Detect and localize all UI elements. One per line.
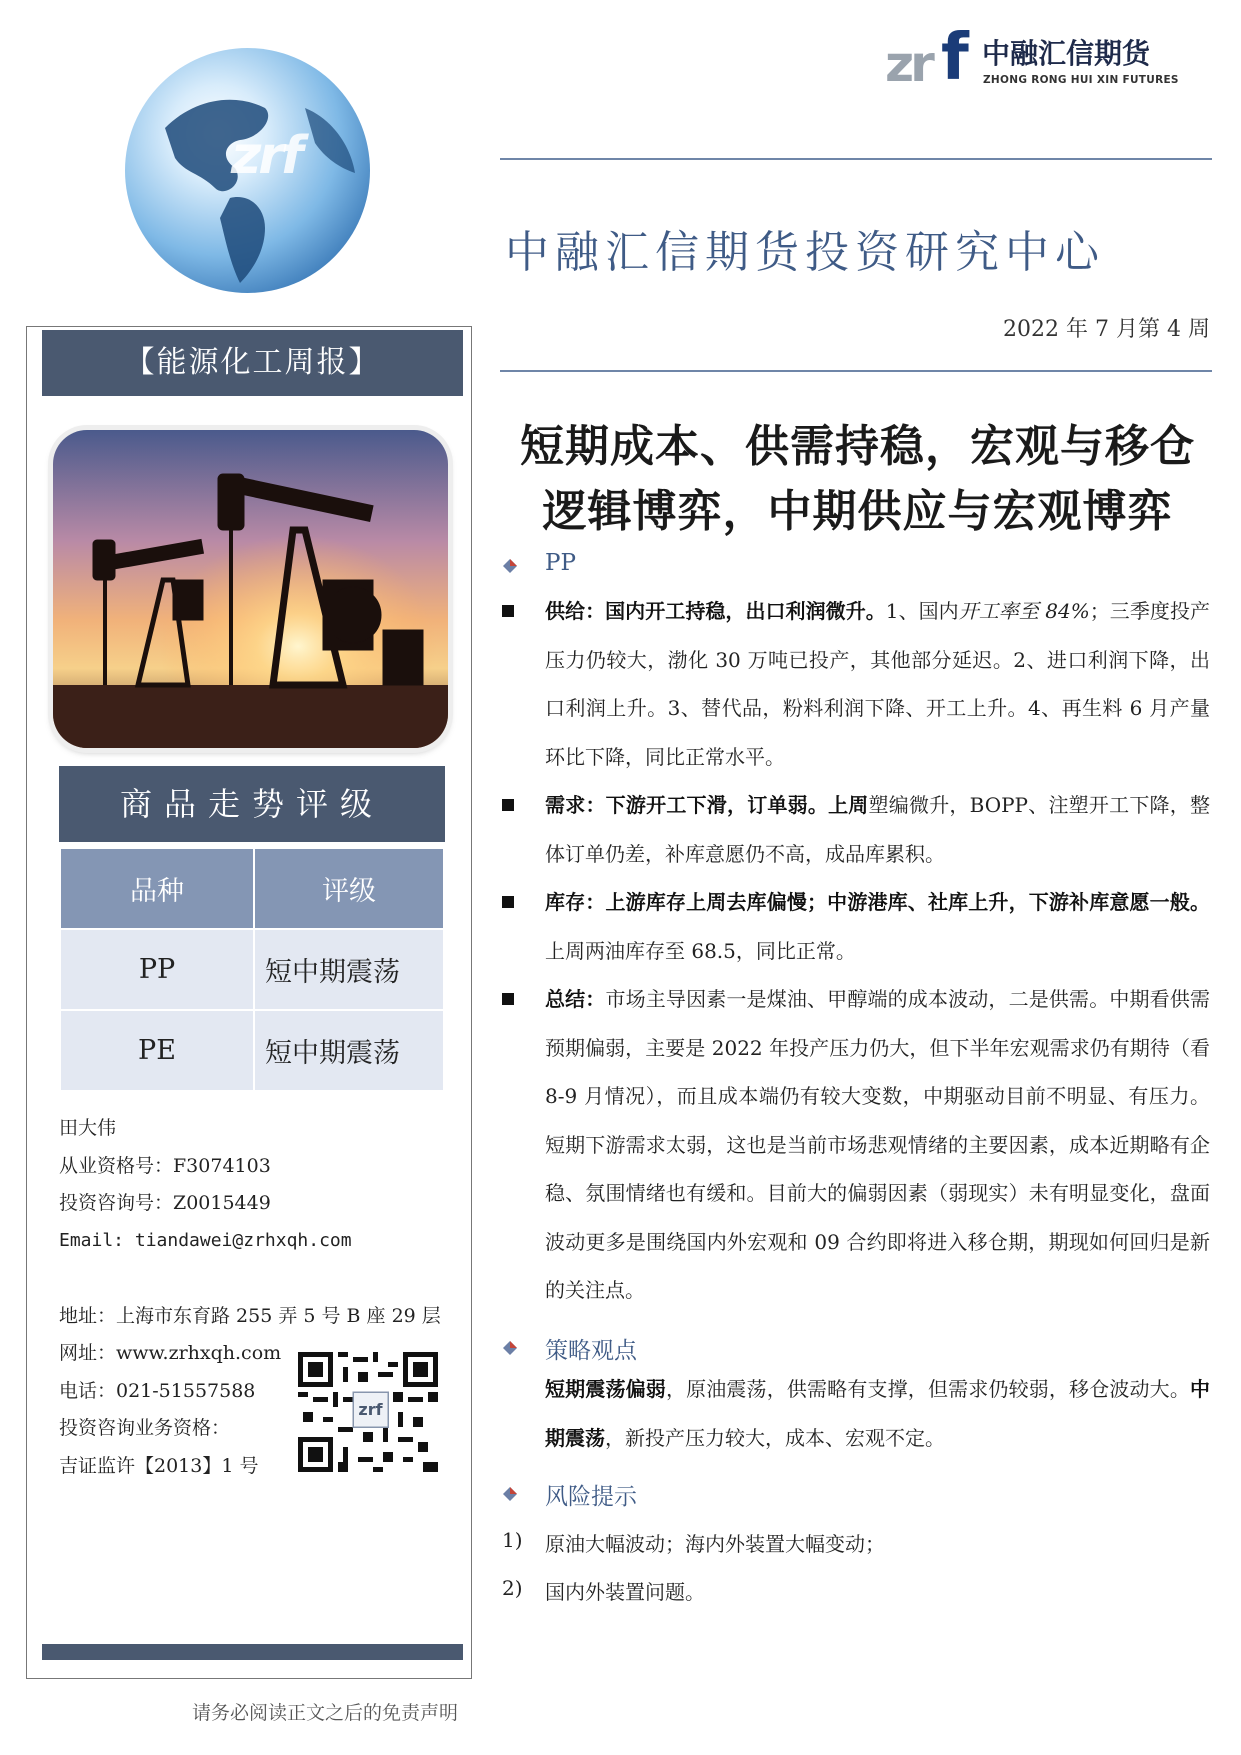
globe-mark: zrf [231, 126, 301, 186]
report-date: 2022 年 7 月第 4 周 [1003, 317, 1210, 342]
rating-table [59, 847, 445, 1092]
strategy-text-short: ，原油震荡，供需略有支撑，但需求仍较弱，移仓波动大。 [665, 1377, 1190, 1401]
analyst-consult-number: 投资咨询号：Z0015449 [59, 1192, 271, 1214]
risk-number: 2) [502, 1576, 523, 1600]
section-title-strategy: 策略观点 [545, 1338, 637, 1364]
row-rating: 短中期震荡 [254, 1010, 444, 1091]
demand-lead: 需求：下游开工下滑，订单弱。上周 [545, 793, 869, 817]
report-type-banner: 【能源化工周报】 [42, 330, 463, 396]
bullet-square-icon [502, 896, 514, 908]
supply-text-2: ；三季度投产压力仍较大，渤化 30 万吨已投产，其他部分延迟。2、进口利润下降，出口利润上升。3、替代品，粉料利润下降、开工上升。4、再生料 6 月产量环比下降，同比正常水平。 [545, 599, 1210, 769]
analyst-name: 田大伟 [59, 1117, 117, 1139]
bullet-square-icon [502, 605, 514, 617]
brand-mark-f: f [941, 21, 969, 95]
rating-table-header [60, 848, 444, 929]
strategy-lead-short: 短期震荡偏弱 [545, 1377, 666, 1401]
sidebar-footer-bar [42, 1644, 463, 1660]
analyst-qualification: 从业资格号：F3074103 [59, 1155, 271, 1177]
summary-lead: 总结： [545, 987, 606, 1011]
risk-item: 国内外装置问题。 [545, 1580, 705, 1604]
inventory-paragraph [545, 878, 1210, 975]
supply-paragraph [545, 587, 1210, 781]
globe-logo [125, 48, 370, 293]
brand-name-cn: 中融汇信期货 [982, 37, 1151, 70]
table-row [60, 1010, 444, 1091]
section-diamond-icon [502, 558, 518, 574]
brand-logo [885, 21, 1179, 95]
supply-text-1: 1、国内 [885, 599, 959, 623]
headline-line-1: 短期成本、供需持稳，宏观与移仓 [520, 421, 1195, 472]
risk-item: 原油大幅波动；海内外装置大幅变动； [545, 1532, 885, 1556]
brand-mark-zr: zr [885, 35, 931, 93]
demand-paragraph [545, 781, 1210, 878]
header-product: 品种 [60, 848, 254, 929]
supply-lead: 供给：国内开工持稳，出口利润微升。 [545, 599, 886, 623]
section-title-pp: PP [545, 550, 576, 576]
summary-text: 市场主导因素一是煤油、甲醇端的成本波动，二是供需。中期看供需预期偏弱，主要是 2022 年投产压力仍大，但下半年宏观需求仍有期待（看 8-9 月情况），而且成本端仍有较大变数，中期驱动目前不明显、有压力。短期下游需求太弱，这也是当前市场悲观情绪的主要因素，成本近期略有企稳、氛围情绪也有缓和。目前大的偏弱因素（弱现实）未有明显变化，盘面波动更多是围绕国内外宏观和 09 合约即将进入移仓期，期现如何回归是新的关注点。 [545, 987, 1210, 1302]
strategy-paragraph [545, 1365, 1210, 1462]
strategy-lead-mid: 中期震荡 [545, 1377, 1210, 1450]
company-phone: 电话：021-51557588 [59, 1380, 256, 1402]
company-address: 地址：上海市东育路 255 弄 5 号 B 座 29 层 [59, 1305, 441, 1327]
section-diamond-icon [502, 1340, 518, 1356]
header-rating: 评级 [254, 848, 444, 929]
inventory-text: 上周两油库存至 68.5，同比正常。 [545, 938, 856, 963]
row-rating: 短中期震荡 [254, 929, 444, 1010]
headline-line-2: 逻辑博弈，中期供应与宏观博弈 [542, 486, 1173, 537]
table-row [60, 929, 444, 1010]
supply-utilization: 开工率至 84% [958, 599, 1090, 623]
rating-title: 商品走势评级 [59, 766, 445, 842]
analyst-email[interactable]: Email: tiandawei@zrhxqh.com [59, 1230, 352, 1251]
section-title-risk: 风险提示 [545, 1484, 637, 1510]
license-label: 投资咨询业务资格： [59, 1417, 231, 1439]
section-diamond-icon [502, 1486, 518, 1502]
row-product: PP [60, 929, 254, 1010]
bullet-square-icon [502, 799, 514, 811]
header-divider-top [500, 158, 1212, 160]
brand-name-en: ZHONG RONG HUI XIN FUTURES [983, 74, 1179, 86]
research-center-title: 中融汇信期货投资研究中心 [505, 227, 1105, 278]
header-divider-bottom [500, 370, 1212, 372]
oil-pump-photo [53, 430, 448, 748]
bullet-square-icon [502, 993, 514, 1005]
qr-logo-mark: zrf [358, 1400, 383, 1419]
summary-paragraph [545, 975, 1210, 1315]
demand-text: 塑编微升，BOPP、注塑开工下降，整体订单仍差，补库意愿仍不高，成品库累积。 [545, 793, 1210, 866]
inventory-lead: 库存：上游库存上周去库偏慢；中游港库、社库上升，下游补库意愿一般。 [545, 890, 1210, 914]
license-number: 吉证监许【2013】1 号 [59, 1455, 259, 1477]
row-product: PE [60, 1010, 254, 1091]
disclaimer-note: 请务必阅读正文之后的免责声明 [192, 1702, 459, 1724]
strategy-text-mid: ，新投产压力较大，成本、宏观不定。 [605, 1425, 945, 1450]
qr-code[interactable] [298, 1352, 438, 1472]
risk-number: 1) [502, 1528, 523, 1552]
company-website[interactable]: 网址：www.zrhxqh.com [59, 1342, 282, 1364]
